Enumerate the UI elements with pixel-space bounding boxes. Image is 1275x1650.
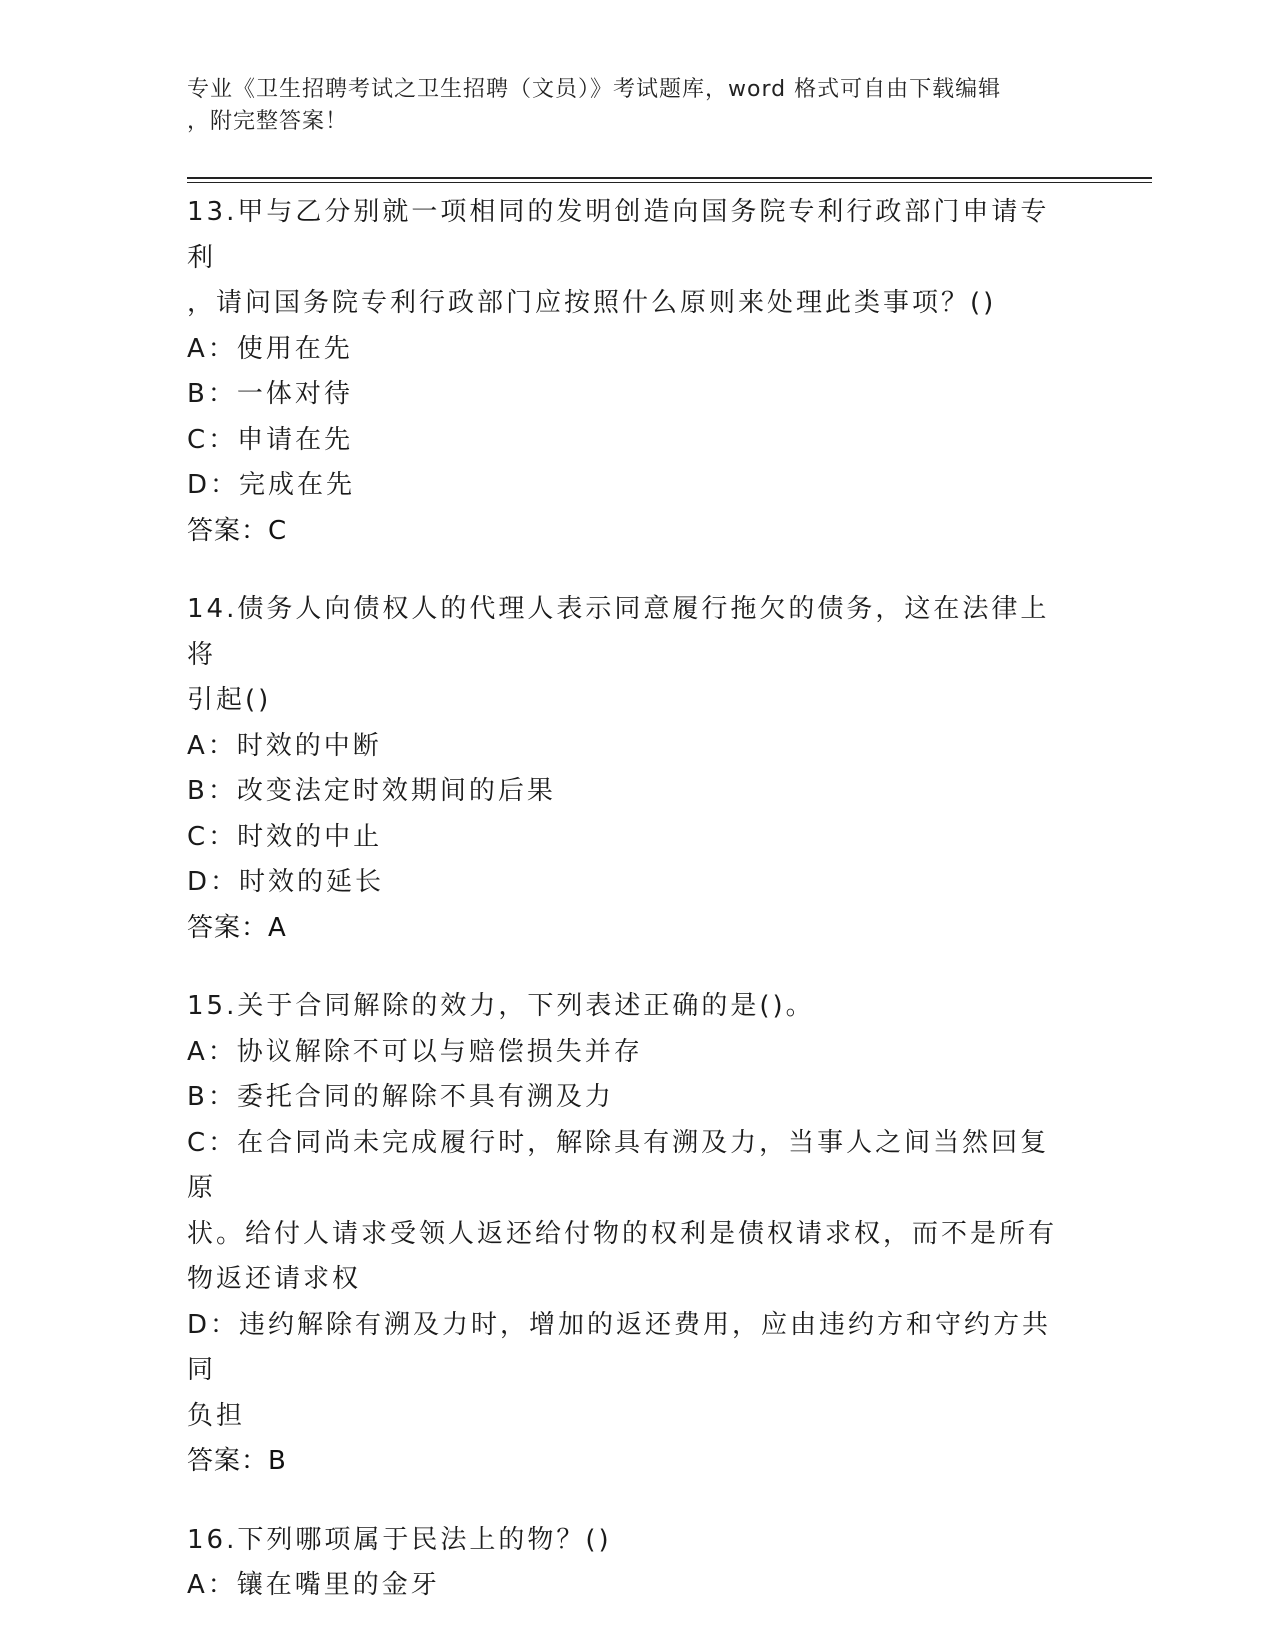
question-stem-line: 14.债务人向债权人的代理人表示同意履行拖欠的债务，这在法律上将 <box>187 594 1050 670</box>
option-d: D：时效的延长 <box>187 867 385 897</box>
option-b: B：委托合同的解除不具有溯及力 <box>187 1082 614 1112</box>
option-c: C：申请在先 <box>187 424 354 455</box>
question-13 <box>187 190 1067 554</box>
option-c-continued: 物返还请求权 <box>187 1264 362 1294</box>
header-divider-thin <box>187 182 1152 183</box>
option-d: D：违约解除有溯及力时，增加的返还费用，应由违约方和守约方共同 <box>187 1309 1052 1385</box>
option-c: C：时效的中止 <box>187 821 383 852</box>
option-a: A：使用在先 <box>187 333 353 364</box>
header-line-1: 专业《卫生招聘考试之卫生招聘（文员）》考试题库，word 格式可自由下载编辑 <box>187 77 1002 102</box>
option-d: D：完成在先 <box>187 470 356 500</box>
question-stem-line: 引起() <box>187 685 272 715</box>
option-a: A：协议解除不可以与赔偿损失并存 <box>187 1036 643 1067</box>
document-header <box>187 74 1067 138</box>
option-d-continued: 负担 <box>187 1400 246 1431</box>
question-list <box>187 190 1067 1642</box>
option-c: C：在合同尚未完成履行时，解除具有溯及力，当事人之间当然回复原 <box>187 1127 1050 1203</box>
question-15 <box>187 984 1067 1485</box>
question-stem-line: ，请问国务院专利行政部门应按照什么原则来处理此类事项？() <box>187 288 997 318</box>
question-16 <box>187 1518 1067 1609</box>
option-c-continued: 状。给付人请求受领人返还给付物的权利是债权请求权，而不是所有 <box>187 1218 1058 1249</box>
answer-line: 答案：A <box>187 912 287 943</box>
option-a: A：时效的中断 <box>187 730 382 761</box>
answer-line: 答案：B <box>187 1446 287 1476</box>
header-divider-thick <box>187 177 1152 179</box>
answer-line: 答案：C <box>187 515 288 546</box>
question-stem-line: 13.甲与乙分别就一项相同的发明创造向国务院专利行政部门申请专利 <box>187 197 1050 273</box>
option-b: B：改变法定时效期间的后果 <box>187 776 556 806</box>
question-stem-line: 16.下列哪项属于民法上的物？() <box>187 1524 612 1555</box>
option-b: B：一体对待 <box>187 379 353 409</box>
option-a: A：镶在嘴里的金牙 <box>187 1570 440 1600</box>
header-line-2: ，附完整答案！ <box>187 109 349 134</box>
question-14 <box>187 587 1067 951</box>
question-stem-line: 15.关于合同解除的效力，下列表述正确的是()。 <box>187 991 815 1021</box>
